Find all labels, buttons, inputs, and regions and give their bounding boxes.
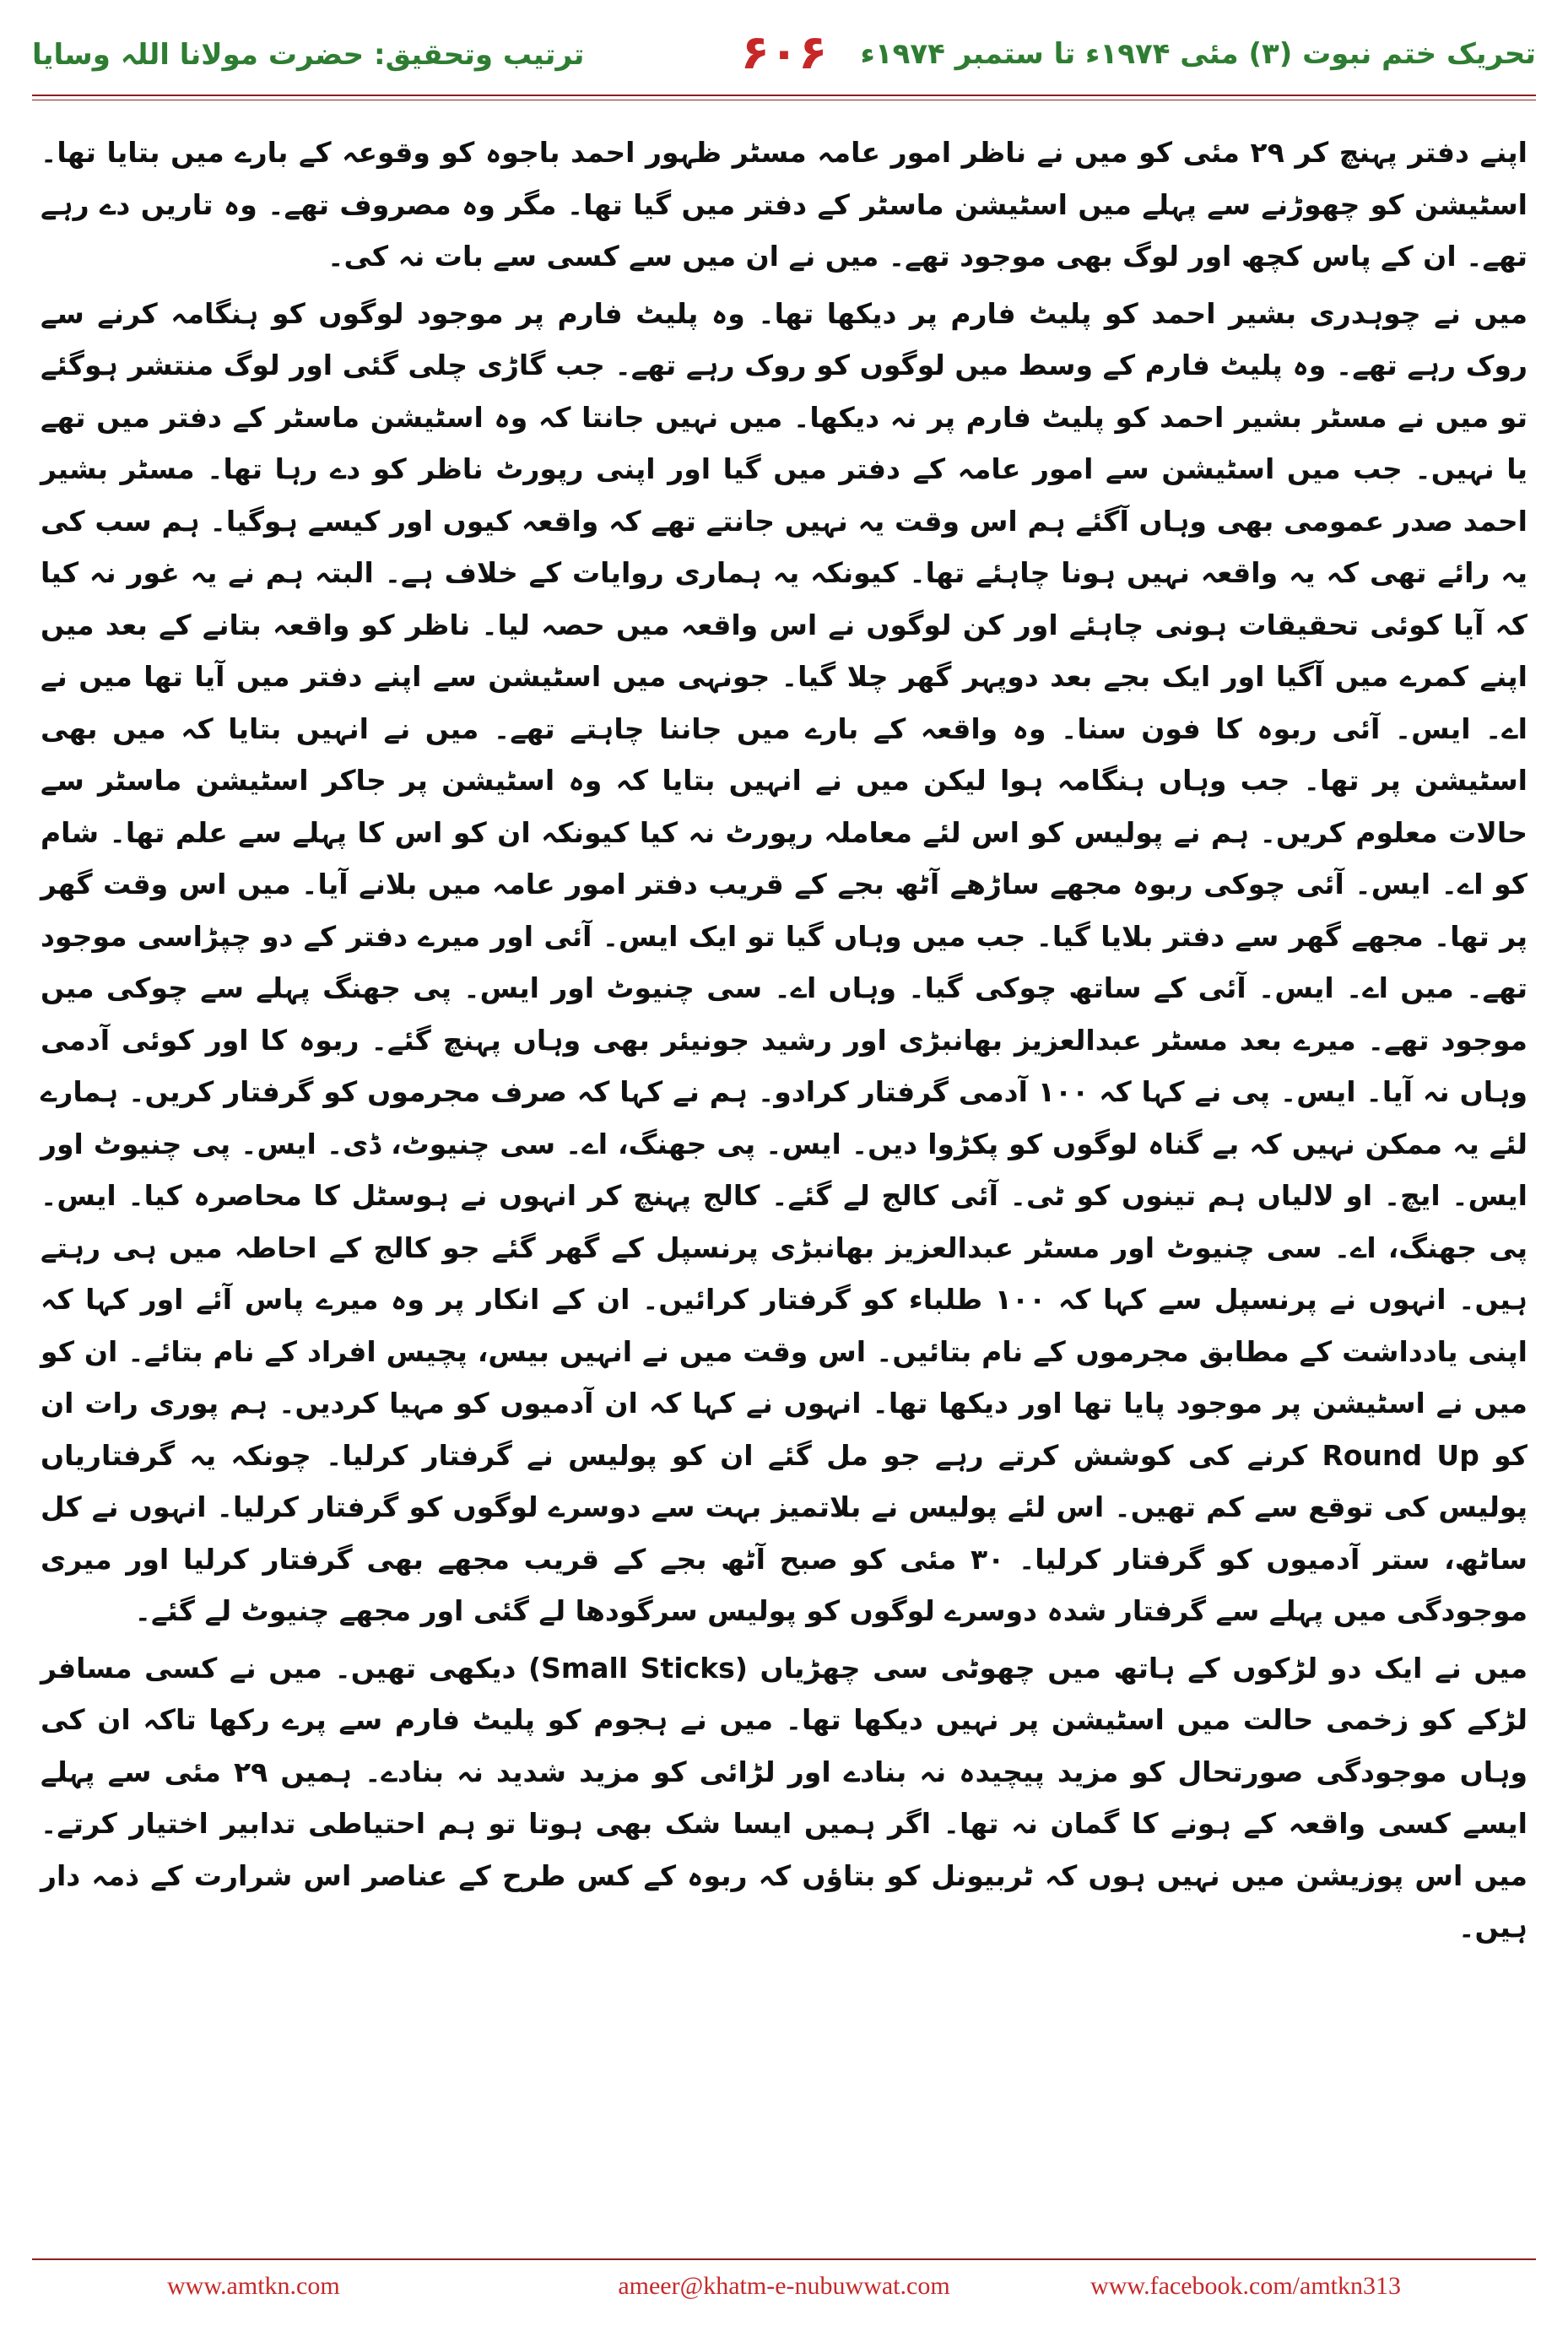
book-title: تحریک ختم نبوت (۳) مئی ۱۹۷۴ء تا ستمبر ۱۹۷۴ء <box>860 37 1536 71</box>
email-link[interactable]: ameer@khatm-e-nubuwwat.com <box>618 2272 950 2300</box>
compiler-credit: ترتیب وتحقیق: حضرت مولانا اللہ وسایا <box>32 38 585 72</box>
website-link[interactable]: www.amtkn.com <box>167 2272 340 2300</box>
header-rule <box>32 95 1536 96</box>
page-footer <box>32 2272 1536 2314</box>
paragraph-1: اپنے دفتر پہنچ کر ۲۹ مئی کو میں نے ناظر امور عامہ مسٹر ظہور احمد باجوہ کو وقوعہ کے بارے میں بتایا تھا۔ اسٹیشن کو چھوڑنے سے پہلے میں اسٹیشن ماسٹر کے دفتر میں گیا تھا۔ مگر وہ مصروف تھے۔ وہ تاریں دے رہے تھے۔ ان کے پاس کچھ اور لوگ بھی موجود تھے۔ میں نے ان میں سے کسی سے بات نہ کی۔ <box>41 136 1527 273</box>
page-number: ۶۰۶ <box>740 25 828 80</box>
paragraph-2: میں نے چوہدری بشیر احمد کو پلیٹ فارم پر دیکھا تھا۔ وہ پلیٹ فارم پر موجود لوگوں کو ہنگامہ کرنے سے روک رہے تھے۔ وہ پلیٹ فارم کے وسط میں لوگوں کو روک رہے تھے۔ جب گاڑی چلی گئی اور لوگ منتشر ہوگئے تو میں نے مسٹر بشیر احمد کو پلیٹ فارم پر نہ دیکھا۔ میں نہیں جانتا کہ وہ اسٹیشن ماسٹر کے دفتر میں تھے یا نہیں۔ جب میں اسٹیشن سے امور عامہ کے دفتر میں گیا اور اپنی رپورٹ ناظر کو دے رہا تھا۔ مسٹر بشیر احمد صدر عمومی بھی وہاں آگئے ہم اس وقت یہ نہیں جانتے تھے کہ واقعہ کیوں اور کیسے ہوگیا۔ ہم سب کی یہ رائے تھی کہ یہ واقعہ نہیں ہونا چاہئے تھا۔ کیونکہ یہ ہماری روایات کے خلاف ہے۔ البتہ ہم نے یہ غور نہ کیا کہ آیا کوئی تحقیقات ہونی چاہئے اور کن لوگوں نے اس واقعہ میں حصہ لیا۔ ناظر کو واقعہ بتانے کے بعد میں اپنے کمرے میں آگیا اور ایک بجے بعد دوپہر گھر چلا گیا۔ جونہی میں اسٹیشن سے اپنے دفتر میں آیا تھا میں نے اے۔ ایس۔ آئی ربوہ کا فون سنا۔ وہ واقعہ کے بارے میں جاننا چاہتے تھے۔ میں نے انہیں بتایا کہ میں بھی اسٹیشن پر تھا۔ جب وہاں ہنگامہ ہوا لیکن میں نے انہیں بتایا کہ وہ اسٹیشن پر جاکر اسٹیشن ماسٹر سے حالات معلوم کریں۔ ہم نے پولیس کو اس لئے معاملہ رپورٹ نہ کیا کیونکہ ان کو اس کا پہلے سے علم تھا۔ شام کو اے۔ ایس۔ آئی چوکی ربوہ مجھے ساڑھے آٹھ بجے کے قریب دفتر امور عامہ میں بلانے آیا۔ میں اس وقت گھر پر تھا۔ مجھے گھر سے دفتر بلایا گیا۔ جب میں وہاں گیا تو ایک ایس۔ آئی اور میرے دفتر کے دو چپڑاسی موجود تھے۔ میں اے۔ ایس۔ آئی کے ساتھ چوکی گیا۔ وہاں اے۔ سی چنیوٹ اور ایس۔ پی جھنگ پہلے سے چوکی میں موجود تھے۔ میرے بعد مسٹر عبدالعزیز بھانبڑی اور رشید جونیئر بھی وہاں پہنچ گئے۔ ربوہ کا اور کوئی آدمی وہاں نہ آیا۔ ایس۔ پی نے کہا کہ ۱۰۰ آدمی گرفتار کرادو۔ ہم نے کہا کہ صرف مجرموں کو گرفتار کریں۔ ہمارے لئے یہ ممکن نہیں کہ بے گناہ لوگوں کو پکڑوا دیں۔ ایس۔ پی جھنگ، اے۔ سی چنیوٹ، ڈی۔ ایس۔ پی چنیوٹ اور ایس۔ ایچ۔ او لالیاں ہم تینوں کو ٹی۔ آئی کالج لے گئے۔ کالج پہنچ کر انہوں نے ہوسٹل کا محاصرہ کیا۔ ایس۔ پی جھنگ، اے۔ سی چنیوٹ اور مسٹر عبدالعزیز بھانبڑی پرنسپل کے گھر گئے جو کالج کے احاطہ میں ہی رہتے ہیں۔ انہوں نے پرنسپل سے کہا کہ ۱۰۰ طلباء کو گرفتار کرائیں۔ ان کے انکار پر وہ میرے پاس آئے اور کہا کہ اپنی یادداشت کے مطابق مجرموں کے نام بتائیں۔ اس وقت میں نے انہیں بیس، پچیس افراد کے نام بتائے۔ ان کو میں نے اسٹیشن پر موجود پایا تھا اور دیکھا تھا۔ انہوں نے کہا کہ ان آدمیوں کو مہیا کردیں۔ ہم پوری رات ان کو Round Up کرنے کی کوشش کرتے رہے جو مل گئے ان کو پولیس نے گرفتار کرلیا۔ چونکہ یہ گرفتاریاں پولیس کی توقع سے کم تھیں۔ اس لئے پولیس نے بلاتمیز بہت سے دوسرے لوگوں کو گرفتار کرلیا۔ انہوں نے کل ساٹھ، ستر آدمیوں کو گرفتار کرلیا۔ ۳۰ مئی کو صبح آٹھ بجے کے قریب مجھے بھی گرفتار کرلیا اور میری موجودگی میں پہلے سے گرفتار شدہ دوسرے لوگوں کو پولیس سرگودھا لے گئی اور مجھے چنیوٹ لے گئے۔ <box>41 296 1527 1627</box>
page-header <box>32 25 1536 84</box>
paragraph-3: میں نے ایک دو لڑکوں کے ہاتھ میں چھوٹی سی چھڑیاں (Small Sticks) دیکھی تھیں۔ میں نے کسی مسافر لڑکے کو زخمی حالت میں اسٹیشن پر نہیں دیکھا تھا۔ میں نے ہجوم کو پلیٹ فارم سے پرے رکھا تاکہ ان کی وہاں موجودگی صورتحال کو مزید پیچیدہ نہ بنادے اور لڑائی کو مزید شدید نہ بنادے۔ ہمیں ۲۹ مئی سے پہلے ایسے کسی واقعہ کے ہونے کا گمان نہ تھا۔ اگر ہمیں ایسا شک بھی ہوتا تو ہم احتیاطی تدابیر اختیار کرتے۔ میں اس پوزیشن میں نہیں ہوں کہ ٹربیونل کو بتاؤں کہ ربوہ کے کس طرح کے عناصر اس شرارت کے ذمہ دار ہیں۔ <box>41 1651 1528 1944</box>
footer-rule <box>32 2258 1536 2260</box>
facebook-link[interactable]: www.facebook.com/amtkn313 <box>1090 2272 1401 2300</box>
page-body <box>41 127 1527 1959</box>
